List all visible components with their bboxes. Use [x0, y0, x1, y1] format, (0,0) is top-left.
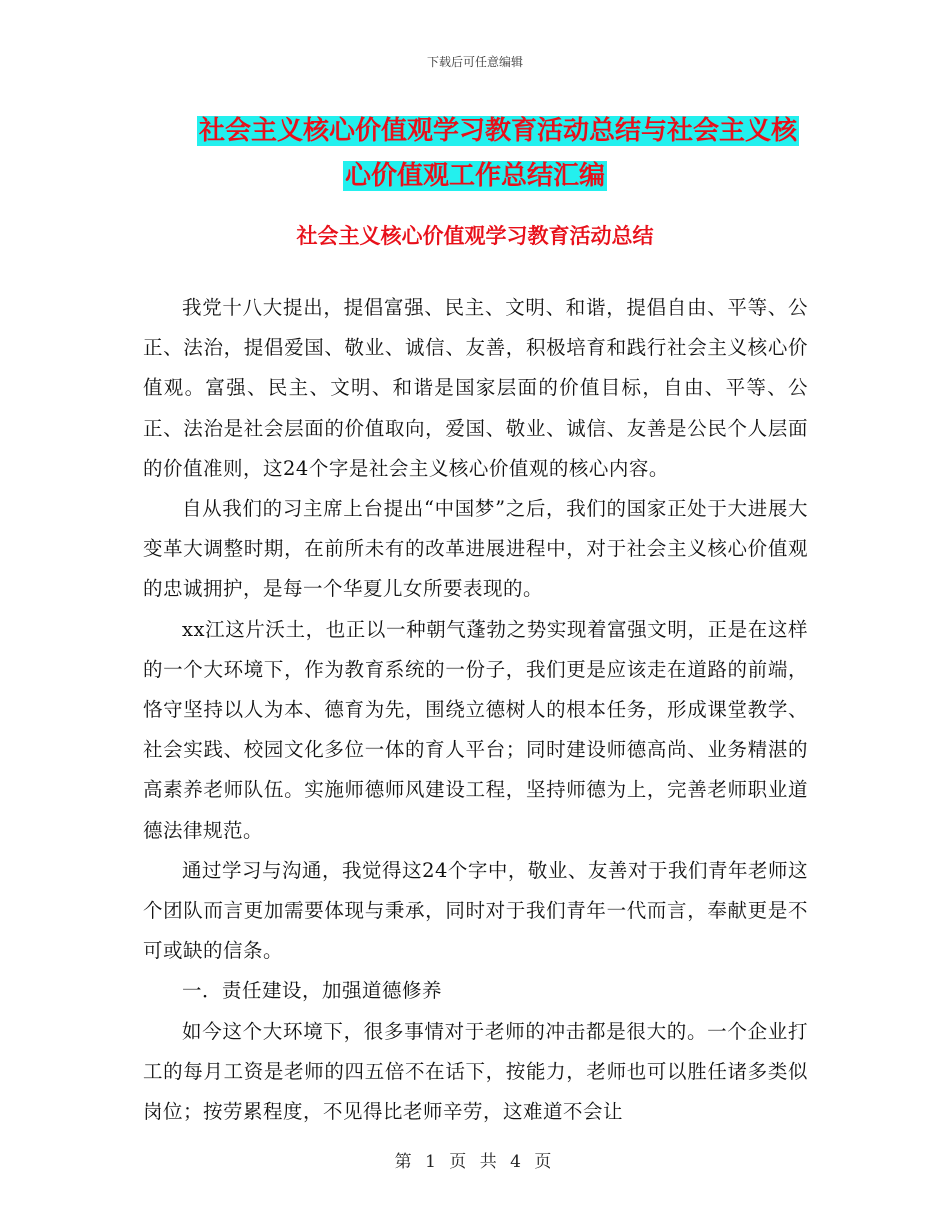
paragraph: 自从我们的习主席上台提出“中国梦”之后，我们的国家正处于大进展大变革大调整时期，在前所未有的改革进展进程中，对于社会主义核心价值观的忠诚拥护，是每一个华夏儿女所要表现的。	[143, 497, 808, 601]
subheading: 一．责任建设，加强道德修养	[182, 979, 443, 1003]
section-title: 社会主义核心价值观学习教育活动总结	[296, 224, 654, 248]
paragraph: 如今这个大环境下，很多事情对于老师的冲击都是很大的。一个企业打工的每月工资是老师的四五倍不在话下，按能力，老师也可以胜任诸多类似岗位；按劳累程度，不见得比老师辛劳，这难道不会让	[143, 1019, 808, 1124]
document-title-line-1	[23, 111, 950, 151]
paragraph: xx江这片沃土，也正以一种朝气蓬勃之势实现着富强文明，正是在这样的一个大环境下，作为教育系统的一份子，我们更是应该走在道路的前端，恪守坚持以人为本、德育为先，围绕立德树人的根本任务，形成课堂教学、社会实践、校园文化多位一体的育人平台；同时建设师德高尚、业务精湛的高素养老师队伍。实施师德师风建设工程，坚持师德为上，完善老师职业道德法律规范。	[143, 617, 808, 842]
document-title-line-2	[0, 156, 950, 196]
page-footer: 第 1 页 共 4 页	[394, 1152, 556, 1172]
title-highlight: 社会主义核心价值观学习教育活动总结与社会主义核	[198, 116, 797, 146]
paragraph: 通过学习与沟通，我觉得这24个字中，敬业、友善对于我们青年老师这个团队而言更加需要体现与秉承，同时对于我们青年一代而言，奉献更是不可或缺的信条。	[143, 858, 808, 963]
document-body	[143, 288, 808, 1132]
page-header-note: 下载后可任意编辑	[426, 55, 523, 69]
paragraph: 我党十八大提出，提倡富强、民主、文明、和谐，提倡自由、平等、公正、法治，提倡爱国、敬业、诚信、友善，积极培育和践行社会主义核心价值观。富强、民主、文明、和谐是国家层面的价值目标，自由、平等、公正、法治是社会层面的价值取向，爱国、敬业、诚信、友善是公民个人层面的价值准则，这24个字是社会主义核心价值观的核心内容。	[143, 296, 808, 480]
title-highlight: 心价值观工作总结汇编	[344, 161, 605, 191]
